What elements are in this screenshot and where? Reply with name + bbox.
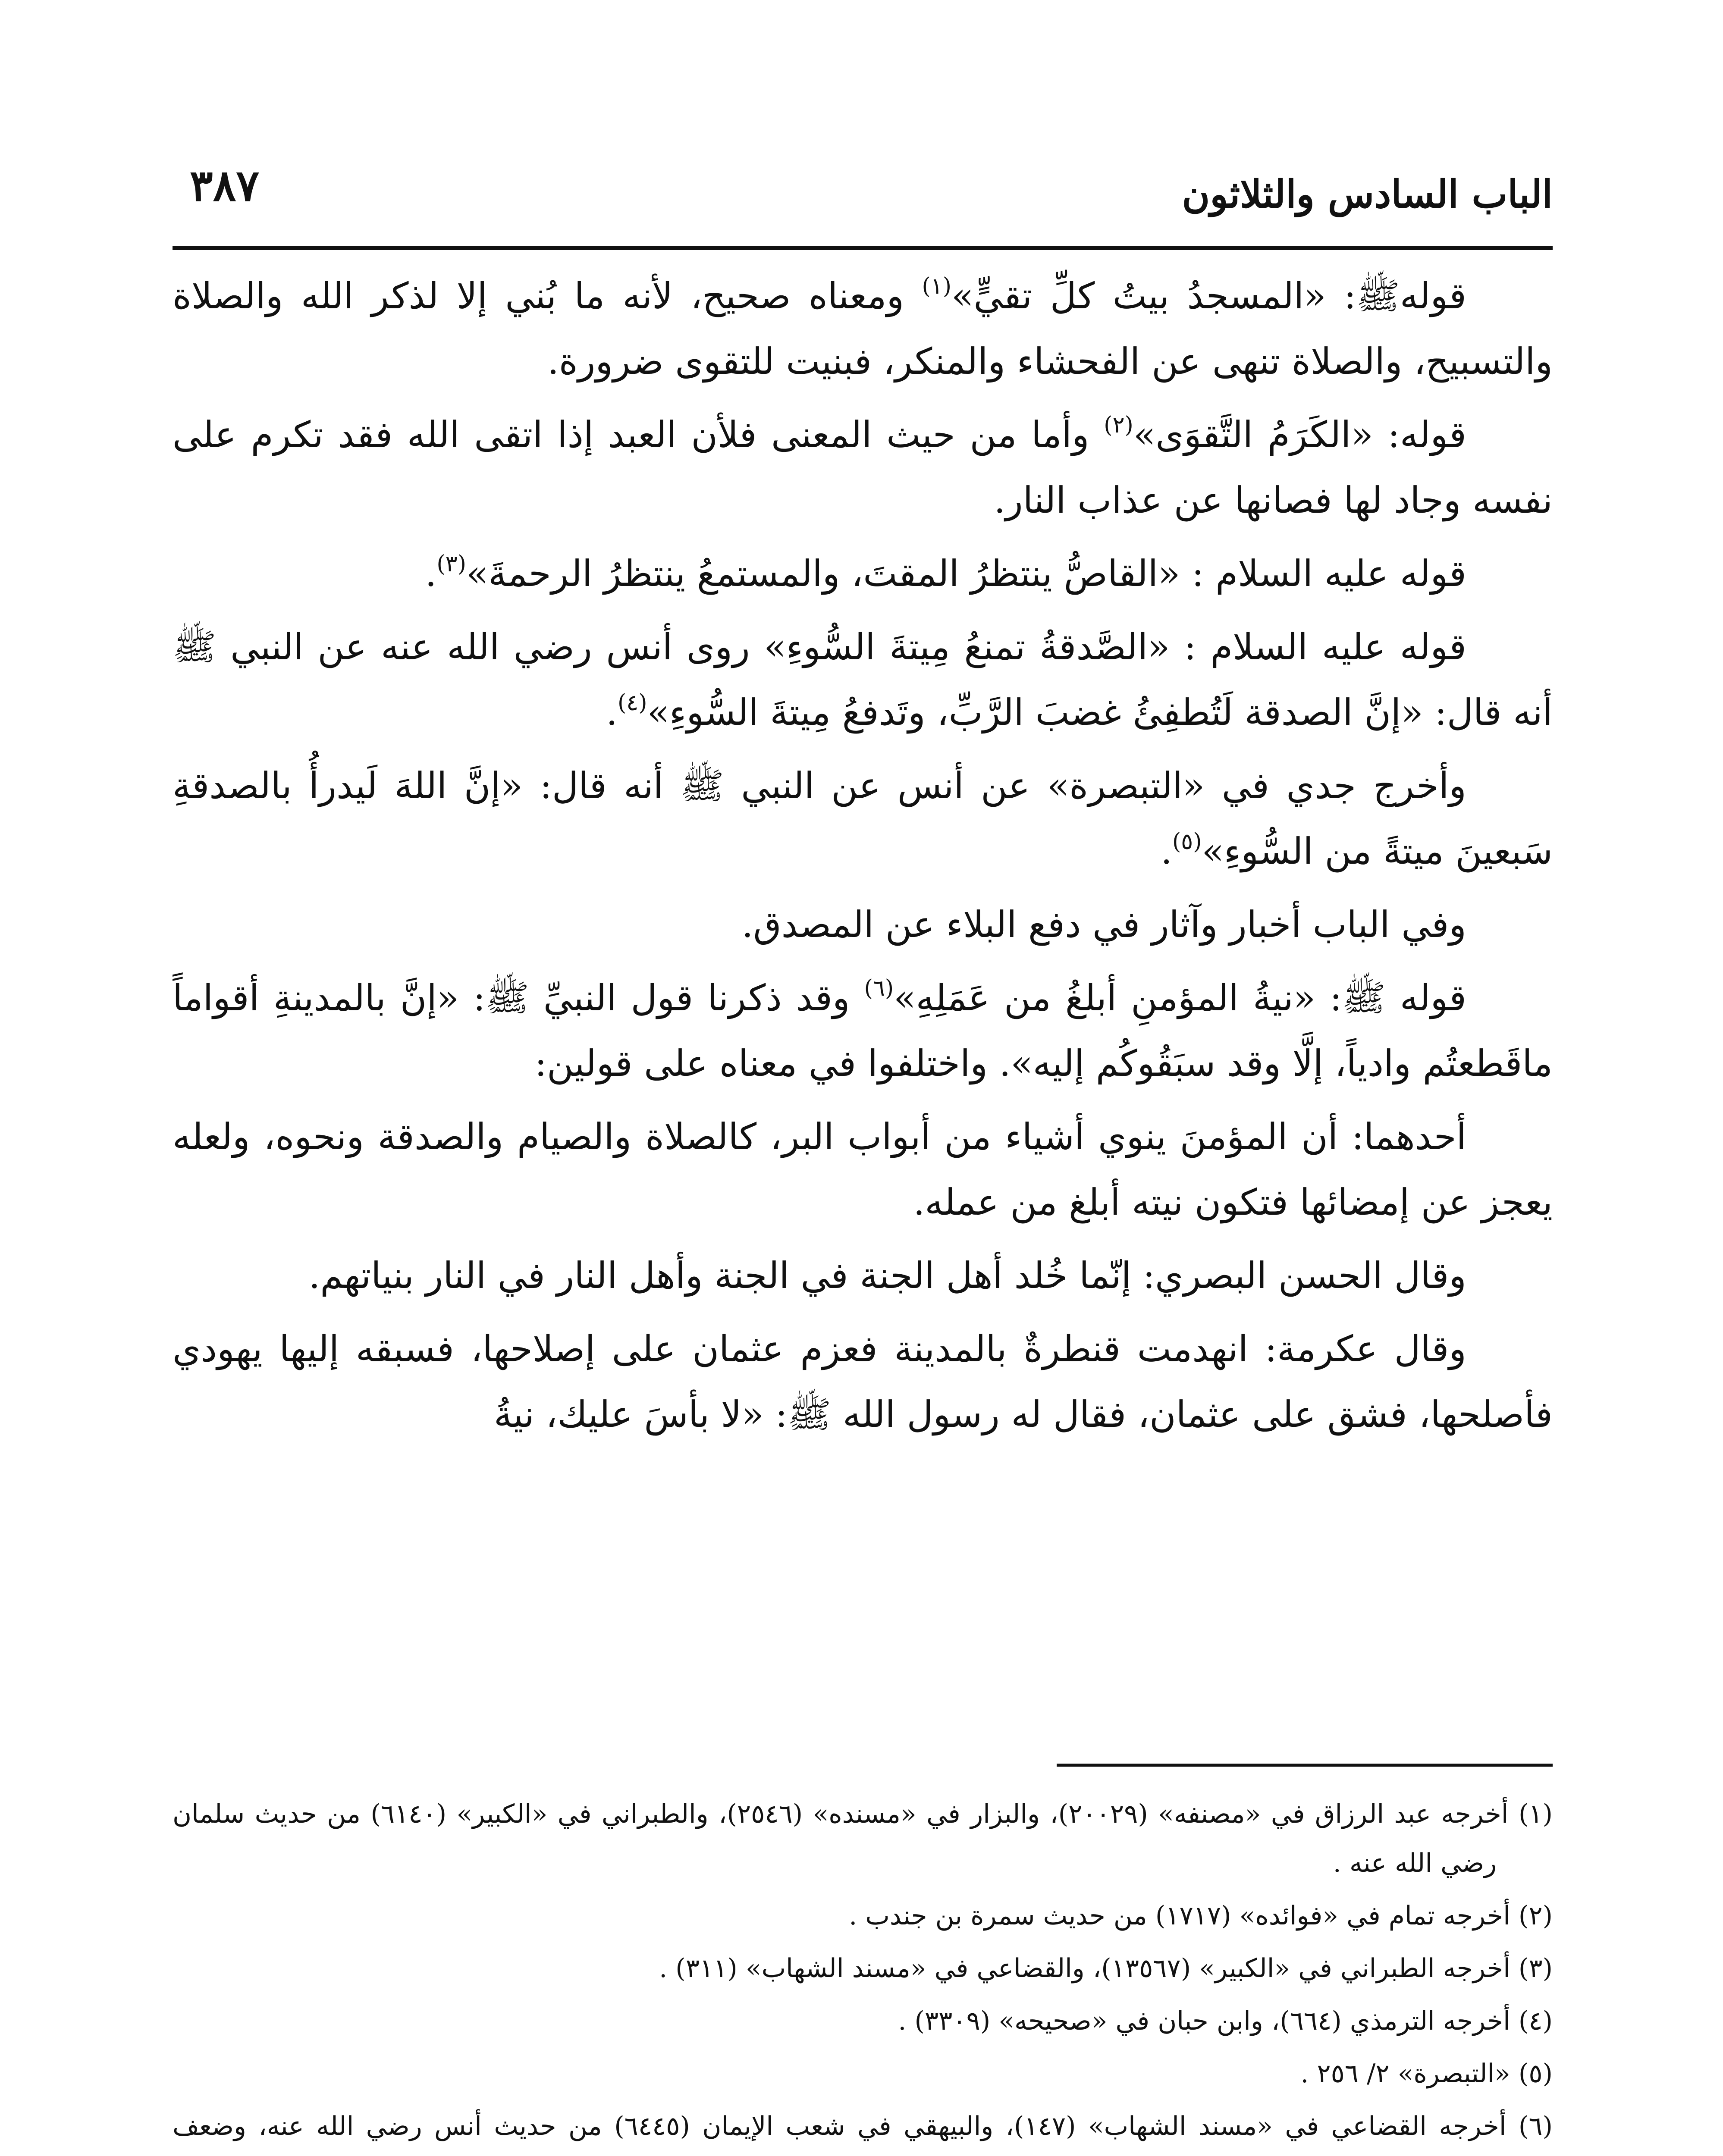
footnote-6: (٦) أخرجه القضاعي في «مسند الشهاب» (١٤٧)، والبيهقي في شعب الإيمان (٦٤٤٥) من حديث أنس رضي الله عنه، وضعف	[173, 2111, 1553, 2141]
paragraph-3	[173, 541, 1553, 606]
paragraph-6	[173, 892, 1553, 957]
footnote-2: (٢) أخرجه تمام في «فوائده» (١٧١٧) من حديث سمرة بن جندب .	[849, 1901, 1553, 1931]
paragraph-text: وقال عكرمة: انهدمت قنطرةٌ بالمدينة فعزم عثمان على إصلاحها، فسبقه إليها يهودي فأصلحها، فشق على عثمان، فقال له رسول الله ﷺ: «لا بأسَ عليك، نيةُ	[173, 1328, 1553, 1435]
chapter-title: الباب السادس والثلاثون	[1182, 172, 1553, 216]
paragraph-text: ومعناه صحيح، لأنه ما بُني إلا لذكر الله والصلاة والتسبيح، والصلاة تنهى عن الفحشاء والمنكر، فبنيت للتقوى ضرورة.	[173, 275, 1553, 382]
paragraph-4	[173, 614, 1553, 745]
paragraph-10	[173, 1316, 1553, 1447]
page-number: ٣٨٧	[190, 160, 260, 211]
paragraph-9	[173, 1243, 1553, 1308]
paragraph-text: وأخرج جدي في «التبصرة» عن أنس عن النبي ﷺ أنه قال: «إنَّ اللهَ لَيدرأُ بالصدقةِ سَبعينَ ميتةً من السُّوءِ»	[173, 765, 1553, 872]
paragraph-text: وفي الباب أخبار وآثار في دفع البلاء عن المصدق.	[741, 903, 1466, 946]
paragraph-text: وقال الحسن البصري: إنّما خُلد أهل الجنة في الجنة وأهل النار في النار بنياتهم.	[308, 1254, 1466, 1297]
footnote-reference[interactable]: (٤)	[618, 690, 647, 716]
paragraph-2	[173, 402, 1553, 533]
paragraph-text: قوله: «الكَرَمُ التَّقوَى»	[1133, 414, 1466, 456]
paragraph-text: أحدهما: أن المؤمنَ ينوي أشياء من أبواب البر، كالصلاة والصيام والصدقة ونحوه، ولعله يعجز عن إمضائها فتكون نيته أبلغ من عمله.	[173, 1116, 1553, 1223]
header-divider	[173, 246, 1553, 250]
footnote-4: (٤) أخرجه الترمذي (٦٦٤)، وابن حبان في «صحيحه» (٣٣٠٩) .	[898, 2006, 1553, 2036]
footnote-reference[interactable]: (٥)	[1172, 829, 1202, 855]
footnote-reference[interactable]: (٣)	[436, 551, 466, 577]
footnote-5: (٥) «التبصرة» ٢/ ٢٥٦ .	[1300, 2059, 1553, 2089]
footnote-reference[interactable]: (١)	[922, 273, 952, 299]
main-text	[173, 263, 1553, 1746]
paragraph-5	[173, 753, 1553, 884]
footnotes	[173, 1789, 1553, 2156]
paragraph-text: قولهﷺ: «المسجدُ بيتُ كلِّ تقيٍّ»	[951, 275, 1466, 317]
paragraph-text: قوله عليه السلام : «الصَّدقةُ تمنعُ مِيتةَ السُّوءِ» روى أنس رضي الله عنه عن النبي ﷺ أنه قال: «إنَّ الصدقة لَتُطفِئُ غضبَ الرَّبِّ، وتَدفعُ مِيتةَ السُّوءِ»	[173, 626, 1553, 733]
paragraph-8	[173, 1104, 1553, 1235]
paragraph-text: وأما من حيث المعنى فلأن العبد إذا اتقى الله فقد تكرم على نفسه وجاد لها فصانها عن عذاب النار.	[173, 414, 1553, 521]
footnote-1: (١) أخرجه عبد الرزاق في «مصنفه» (٢٠٠٢٩)، والبزار في «مسنده» (٢٥٤٦)، والطبراني في «الكبير» (٦١٤٠) من حديث سلمان رضي الله عنه .	[173, 1799, 1553, 1878]
paragraph-text: قوله ﷺ: «نيةُ المؤمنِ أبلغُ من عَمَلِهِ»	[894, 977, 1467, 1019]
paragraph-text: .	[606, 691, 618, 733]
footnote-reference[interactable]: (٢)	[1104, 412, 1133, 438]
paragraph-text: قوله عليه السلام : «القاصُّ ينتظرُ المقتَ، والمستمعُ ينتظرُ الرحمةَ»	[466, 552, 1466, 595]
footnote-reference[interactable]: (٦)	[864, 975, 894, 1001]
running-header	[173, 147, 1553, 250]
paragraph-text: وقد ذكرنا قول النبيِّ ﷺ: «إنَّ بالمدينةِ أقواماً ماقَطعتُم وادياً، إلَّا وقد سبَقُوكُم إليه». واختلفوا في معناه على قولين:	[173, 977, 1553, 1084]
footnote-3: (٣) أخرجه الطبراني في «الكبير» (١٣٥٦٧)، والقضاعي في «مسند الشهاب» (٣١١) .	[659, 1953, 1553, 1984]
paragraph-7	[173, 965, 1553, 1096]
paragraph-1	[173, 263, 1553, 394]
footnote-divider	[1057, 1764, 1553, 1767]
paragraph-text: .	[425, 552, 437, 595]
paragraph-text: .	[1161, 830, 1172, 872]
